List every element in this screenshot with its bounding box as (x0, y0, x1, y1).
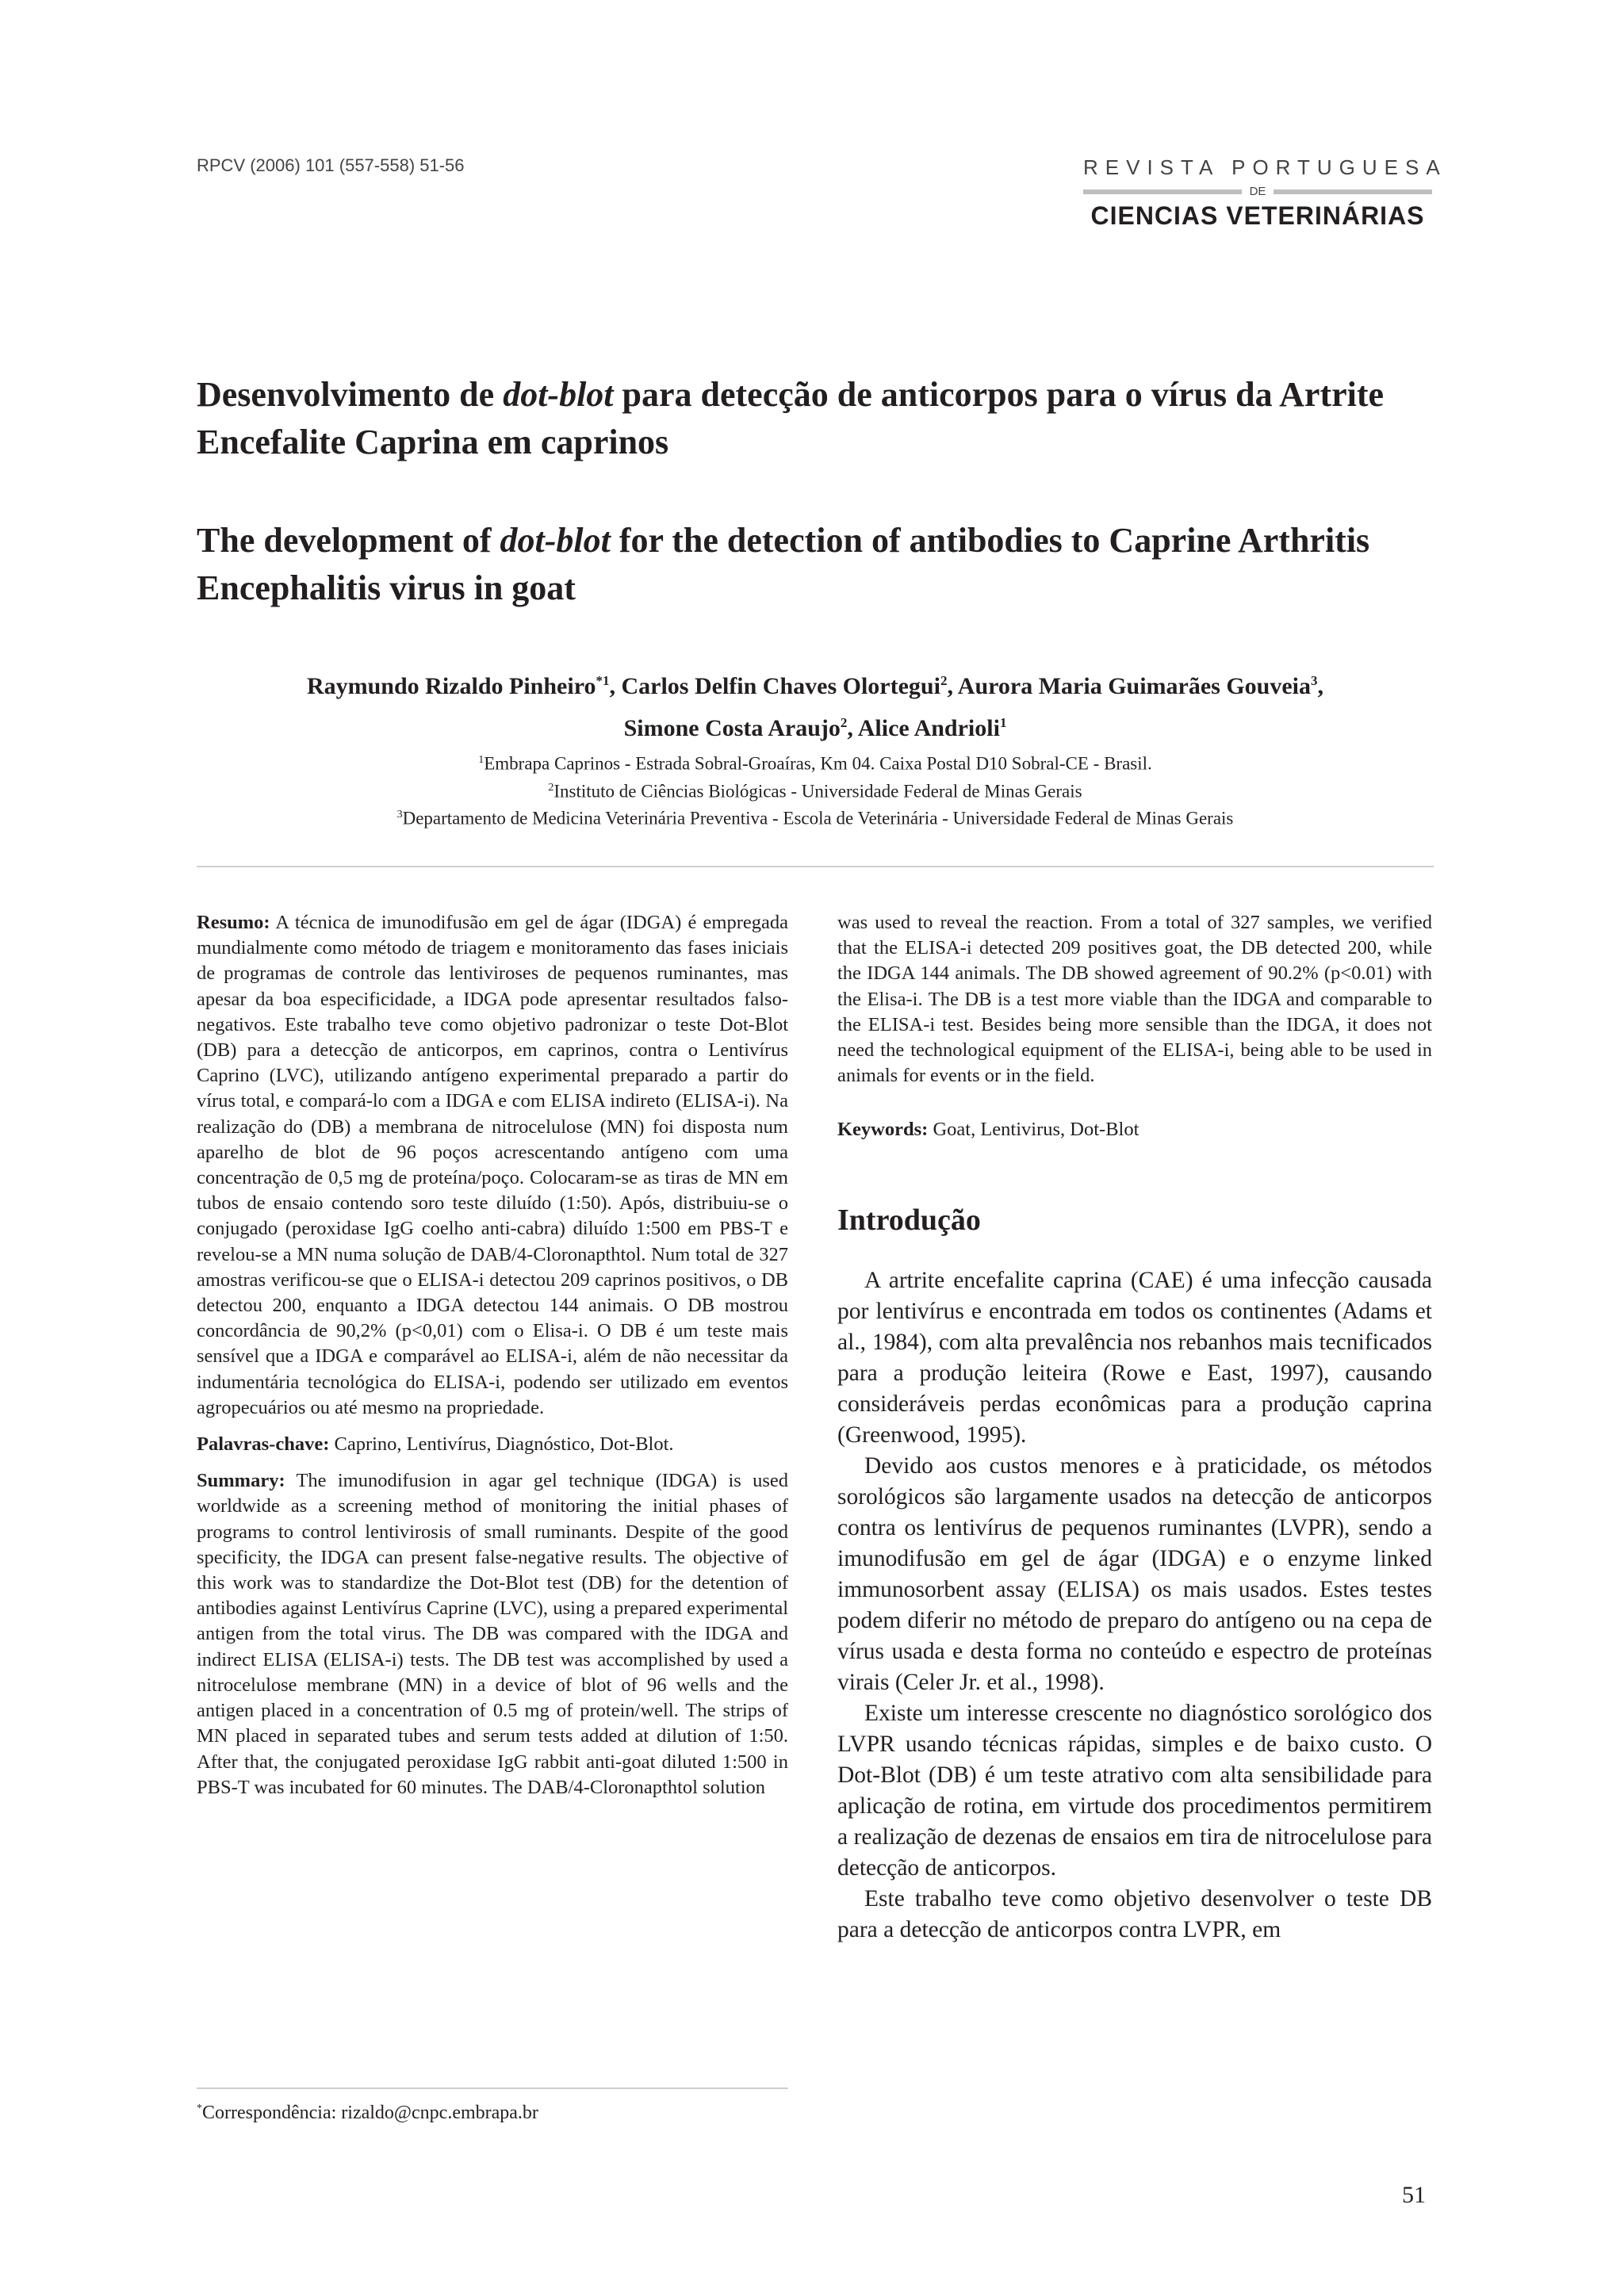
journal-name-line1: REVISTA PORTUGUESA (1083, 155, 1447, 179)
affiliation-number: 1 (478, 754, 485, 766)
masthead-rule-right (1274, 189, 1432, 194)
author-affiliation-mark: 3 (1311, 673, 1318, 688)
summary-label: Summary: (197, 1470, 285, 1492)
author-affiliation-mark: 1 (999, 715, 1007, 730)
resumo-label: Resumo: (197, 912, 270, 933)
summary-paragraph (197, 1468, 788, 1800)
author-list (197, 663, 1434, 747)
title-pt-italic: dot-blot (503, 375, 614, 414)
title-pt-part2: para detecção de anticorpos para o vírus da Artrite Encefalite Caprina em caprinos (197, 375, 1385, 461)
resumo-text: A técnica de imunodifusão em gel de ágar (IDGA) é empregada mundialmente como método de triagem e monitoramento das fases iniciais de programas de controle das lentiviroses de pequenos ruminantes, mas apesar da boa especificidade, a IDGA pode apresentar resultados falso-negativos. Este trabalho teve como objetivo padronizar o teste Dot-Blot (DB) para a detecção de anticorpos, em caprinos, contra o Lentivírus Caprino (LVC), utilizando antígeno experimental preparado a partir do vírus total, e compará-lo com a IDGA e com ELISA indireto (ELISA-i). Na realização do (DB) a membrana de nitrocelulose (MN) foi disposta num aparelho de blot de 96 poços acrescentando antígeno com uma concentração de 0,5 mg de proteína/poço. Colocaram-se as tiras de MN em tubos de ensaio contendo soro teste diluído (1:50). Após, distribuiu-se o conjugado (peroxidase IgG coelho anti-cabra) diluído 1:500 em PBS-T e revelou-se a MN numa solução de DAB/4-Cloronapthtol. Num total de 327 amostras verificou-se que o ELISA-i detectou 209 caprinos positivos, o DB detectou 200, enquanto a IDGA detectou 144 animais. O DB mostrou concordância de 90,2% (p<0,01) com o Elisa-i. O DB é um teste mais sensível que a IDGA e comparável ao ELISA-i, além de não necessitar da indumentária tecnológica do ELISA-i, podendo ser utilizado em eventos agropecuários ou até mesmo na propriedade. (197, 912, 788, 1418)
footnote-text: Correspondência: rizaldo@cnpc.embrapa.br (202, 2103, 538, 2123)
affiliation-number: 2 (548, 781, 554, 794)
title-pt-part1: Desenvolvimento de (197, 375, 504, 414)
affiliation-item (197, 803, 1434, 831)
journal-name-divider (1083, 185, 1432, 198)
affiliations (197, 748, 1434, 831)
affiliation-text: Instituto de Ciências Biológicas - Universidade Federal de Minas Gerais (553, 781, 1082, 802)
author-separator: , (947, 673, 958, 699)
journal-name-line2: DE (1249, 185, 1266, 198)
author-name: Raymundo Rizaldo Pinheiro (306, 673, 596, 699)
running-head: RPCV (2006) 101 (557-558) 51-56 (197, 155, 465, 175)
summary-text: The imunodifusion in agar gel technique (IDGA) is used worldwide as a screening method of monitoring the initial phases of programs to control lentivirosis of small ruminants. Despite of the good specificity, the IDGA can present false-negative results. The objective of this work was to standardize the Dot-Blot test (DB) for the detention of antibodies against Lentivírus Caprine (LVC), using a prepared experimental antigen from the total virus. The DB was compared with the IDGA and indirect ELISA (ELISA-i) tests. The DB test was accomplished by used a nitrocelulose membrane (MN) in a device of blot of 96 wells and the antigen placed in a concentration of 0.5 mg of protein/well. The strips of MN placed in separated tubes and serum tests added at dilution of 1:50. After that, the conjugated peroxidase IgG rabbit anti-goat diluted 1:500 in PBS-T was incubated for 60 minutes. The DAB/4-Cloronapthtol solution (197, 1470, 788, 1798)
keywords-label: Keywords: (837, 1119, 929, 1141)
keywords-text: Goat, Lentivirus, Dot-Blot (928, 1119, 1139, 1141)
resumo-paragraph (197, 910, 788, 1421)
palavras-chave-text: Caprino, Lentivírus, Diagnóstico, Dot-Blot. (329, 1433, 674, 1456)
author-name: Aurora Maria Guimarães Gouveia (957, 673, 1312, 699)
title-english (197, 517, 1434, 612)
journal-masthead (1083, 155, 1447, 231)
title-portuguese (197, 371, 1434, 466)
intro-paragraph: Existe um interesse crescente no diagnóstico sorológico dos LVPR usando técnicas rápidas, simples e de baixo custo. O Dot-Blot (DB) é um teste atrativo com alta sensibilidade para aplicação de rotina, em virtude dos procedimentos permitirem a realização de dezenas de ensaios em tira de nitrocelulose para detecção de anticorpos. (837, 1700, 1432, 1881)
affiliation-text: Embrapa Caprinos - Estrada Sobral-Groaíras, Km 04. Caixa Postal D10 Sobral-CE - Brasil. (484, 753, 1152, 774)
intro-paragraph: A artrite encefalite caprina (CAE) é uma infecção causada por lentivírus e encontrada em todos os continentes (Adams et al., 1984), com alta prevalência nos rebanhos mais tecnificados para a produção leiteira (Rowe e East, 1997), causando consideráveis perdas econômicas para a produção caprina (Greenwood, 1995). (837, 1267, 1432, 1448)
footnote-mark: * (197, 2103, 202, 2114)
author-affiliation-mark: 2 (940, 673, 948, 688)
palavras-chave-paragraph (197, 1432, 788, 1457)
affiliation-item (197, 776, 1434, 804)
intro-paragraph: Este trabalho teve como objetivo desenvolver o teste DB para a detecção de anticorpos contra LVPR, em (837, 1885, 1432, 1942)
author-affiliation-mark: *1 (596, 673, 610, 688)
section-heading-introducao: Introdução (837, 1203, 981, 1237)
author-separator: , (609, 673, 622, 699)
title-en-part2: for the detection of antibodies to Caprine Arthritis Encephalitis virus in goat (197, 521, 1370, 607)
journal-name-line3: CIENCIAS VETERINÁRIAS (1090, 201, 1425, 230)
author-name: Simone Costa Araujo (623, 715, 841, 741)
footnote-rule (197, 2087, 788, 2089)
left-column (197, 910, 788, 1812)
intro-paragraph: Devido aos custos menores e à praticidade, os métodos sorológicos são largamente usados na detecção de anticorpos contra os lentivírus de pequenos ruminantes (LVPR), sendo a imunodifusão em gel de ágar (IDGA) e o enzyme linked immunosorbent assay (ELISA) os mais usados. Estes testes podem diferir no método de preparo do antígeno ou na cepa de vírus usada e desta forma no conteúdo e espectro de proteínas virais (Celer Jr. et al., 1998). (837, 1452, 1432, 1695)
keywords-paragraph (837, 1117, 1432, 1142)
affiliation-number: 3 (396, 809, 403, 821)
palavras-chave-label: Palavras-chave: (197, 1433, 330, 1456)
affiliation-item (197, 748, 1434, 776)
author-separator: , (1317, 673, 1324, 699)
footnote (197, 2103, 538, 2124)
right-column (837, 910, 1432, 1946)
title-en-part1: The development of (197, 521, 500, 560)
title-en-italic: dot-blot (500, 521, 611, 560)
page-number: 51 (1402, 2182, 1426, 2208)
affiliation-text: Departamento de Medicina Veterinária Preventiva - Escola de Veterinária - Universidade Federal de Minas Gerais (402, 808, 1234, 828)
header-divider (197, 866, 1434, 867)
author-name: Carlos Delfin Chaves Olortegui (621, 673, 940, 699)
author-separator: , (847, 715, 858, 741)
masthead-rule-left (1083, 189, 1242, 194)
author-affiliation-mark: 2 (840, 715, 848, 730)
summary-continuation: was used to reveal the reaction. From a total of 327 samples, we verified that the ELISA-i detected 209 positives goat, the DB detected 200, while the IDGA 144 animals. The DB showed agreement of 90.2% (p<0.01) with the Elisa-i. The DB is a test more viable than the IDGA and comparable to the ELISA-i test. Besides being more sensible than the IDGA, it does not need the technological equipment of the ELISA-i, being able to be used in animals for events or in the field. (837, 912, 1432, 1087)
author-name: Alice Andrioli (857, 715, 1000, 741)
